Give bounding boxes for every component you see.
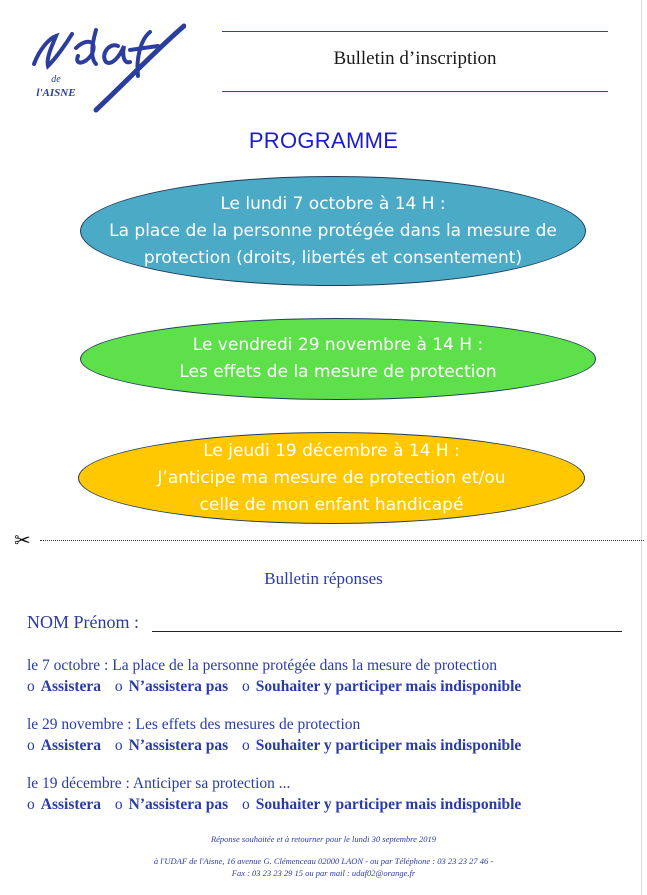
logo-sub1: de	[51, 74, 61, 85]
response-section	[27, 656, 531, 698]
session-topic-line: La place de la personne protégée dans la mesure de	[109, 220, 557, 241]
name-field[interactable]	[152, 631, 622, 632]
logo-sub2: l'AISNE	[36, 87, 76, 99]
option-assistera[interactable]	[27, 796, 101, 813]
option-indisponible[interactable]	[242, 796, 521, 813]
radio-bullet: o	[114, 796, 123, 813]
session-topic-line: J’anticipe ma mesure de protection et/ou	[157, 467, 506, 488]
section-label: le 29 novembre : Les effets des mesures de protection	[27, 716, 361, 733]
section-label: le 19 décembre : Anticiper sa protection ...	[27, 775, 291, 792]
page-title: Bulletin d’inscription	[333, 48, 497, 69]
session-topic-line: protection (droits, libertés et consentement)	[143, 247, 523, 268]
radio-bullet: o	[242, 737, 250, 754]
footer-address: à l'UDAF de l'Aisne, 16 avenue G. Clémenceau 02000 LAON - ou par Téléphone : 03 23 23 27 46 -	[153, 856, 494, 866]
options-row	[27, 676, 531, 698]
options-row	[27, 735, 531, 757]
response-section	[27, 715, 531, 757]
option-label: Souhaiter y participer mais indisponible	[255, 737, 522, 754]
option-label: Assistera	[40, 737, 102, 754]
radio-bullet: o	[27, 678, 35, 695]
radio-bullet: o	[242, 796, 250, 813]
udaf-logo	[26, 20, 186, 115]
footer-deadline: Réponse souhaitée et à retourner pour le lundi 30 septembre 2019	[210, 834, 437, 844]
option-label: Souhaiter y participer mais indisponible	[255, 678, 522, 695]
option-nassistera-pas[interactable]	[115, 737, 228, 754]
header-bottom-rule	[222, 91, 608, 92]
option-assistera[interactable]	[27, 678, 101, 695]
session-date: Le lundi 7 octobre à 14 H :	[220, 193, 446, 214]
session-date: Le jeudi 19 décembre à 14 H :	[203, 440, 460, 461]
option-label: Souhaiter y participer mais indisponible	[255, 796, 522, 813]
option-nassistera-pas[interactable]	[115, 678, 228, 695]
option-label: Assistera	[40, 796, 102, 813]
option-nassistera-pas[interactable]	[115, 796, 228, 813]
session-date: Le vendredi 29 novembre à 14 H :	[192, 335, 484, 355]
session-november	[80, 318, 596, 400]
radio-bullet: o	[114, 737, 123, 754]
radio-bullet: o	[27, 737, 35, 754]
footer-contact: Fax : 03 23 23 29 15 ou par mail : udaf02@orange.fr	[231, 868, 416, 878]
radio-bullet: o	[242, 678, 250, 695]
response-section	[27, 774, 531, 816]
option-indisponible[interactable]	[242, 737, 521, 754]
programme-heading: PROGRAMME	[248, 128, 399, 153]
session-topic-line: celle de mon enfant handicapé	[199, 494, 464, 515]
option-label: N’assistera pas	[128, 678, 229, 695]
option-label: Assistera	[40, 678, 102, 695]
cut-line	[40, 540, 644, 541]
radio-bullet: o	[27, 796, 35, 813]
option-label: N’assistera pas	[128, 737, 229, 754]
form-title: Bulletin réponses	[264, 569, 383, 588]
option-indisponible[interactable]	[242, 678, 521, 695]
radio-bullet: o	[114, 678, 123, 695]
section-label: le 7 octobre : La place de la personne protégée dans la mesure de protection	[27, 657, 497, 674]
session-october	[80, 176, 586, 286]
name-label: NOM Prénom :	[27, 612, 139, 632]
scissors-icon: ✂	[14, 530, 31, 552]
header-top-rule	[222, 31, 608, 32]
option-label: N’assistera pas	[128, 796, 229, 813]
session-topic-line: Les effets de la mesure de protection	[179, 362, 497, 382]
session-december	[78, 432, 585, 524]
options-row	[27, 794, 531, 816]
option-assistera[interactable]	[27, 737, 101, 754]
